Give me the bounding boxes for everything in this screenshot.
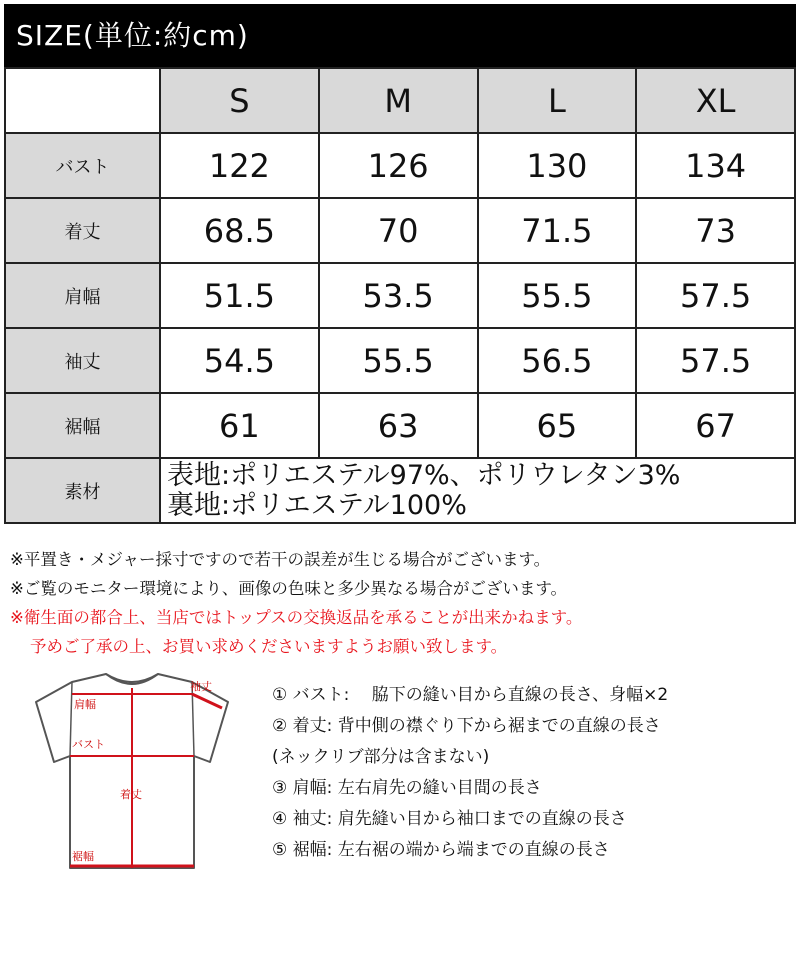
sleeve-label: 袖丈 bbox=[190, 680, 212, 693]
list-item: ④ 袖丈: 肩先縫い目から袖口までの直線の長さ bbox=[272, 809, 627, 829]
row-header-hem: 裾幅 bbox=[5, 393, 160, 458]
table-row bbox=[5, 198, 795, 263]
list-item: ⑤ 裾幅: 左右裾の端から端までの直線の長さ bbox=[272, 840, 610, 860]
material-cell bbox=[160, 458, 795, 523]
note-no-returns: ※衛生面の都合上、当店ではトップスの交換返品を承ることが出来かねます。 bbox=[10, 608, 583, 627]
length-label: 着丈 bbox=[120, 788, 142, 801]
table-row bbox=[5, 133, 795, 198]
row-header-bust: バスト bbox=[5, 133, 160, 198]
list-item: ② 着丈: 背中側の襟ぐり下から裾までの直線の長さ bbox=[272, 716, 661, 736]
list-item: ③ 肩幅: 左右肩先の縫い目間の長さ bbox=[272, 778, 542, 798]
column-header-l: L bbox=[478, 68, 637, 133]
shoulder-label: 肩幅 bbox=[74, 698, 96, 711]
note-acknowledge: 予めご了承の上、お買い求めくださいますようお願い致します。 bbox=[30, 637, 508, 656]
hem-label: 裾幅 bbox=[72, 850, 94, 863]
table-cell: 55.5 bbox=[478, 263, 637, 328]
table-cell: 53.5 bbox=[319, 263, 478, 328]
column-header-m: M bbox=[319, 68, 478, 133]
table-cell: 61 bbox=[160, 393, 319, 458]
row-header-material: 素材 bbox=[5, 458, 160, 523]
table-cell: 130 bbox=[478, 133, 637, 198]
tshirt-measurement-diagram bbox=[14, 672, 254, 882]
table-cell: 122 bbox=[160, 133, 319, 198]
table-cell: 70 bbox=[319, 198, 478, 263]
size-title-bar bbox=[4, 4, 796, 67]
row-header-length: 着丈 bbox=[5, 198, 160, 263]
table-cell: 54.5 bbox=[160, 328, 319, 393]
list-item: ① バスト: 脇下の縫い目から直線の長さ、身幅×2 bbox=[272, 685, 669, 705]
table-cell: 73 bbox=[636, 198, 795, 263]
table-cell: 57.5 bbox=[636, 328, 795, 393]
row-header-sleeve: 袖丈 bbox=[5, 328, 160, 393]
size-title: SIZE(単位:約cm) bbox=[16, 19, 249, 52]
material-lining: 裏地:ポリエステル100% bbox=[167, 489, 467, 521]
row-header-shoulder: 肩幅 bbox=[5, 263, 160, 328]
size-table bbox=[4, 67, 796, 524]
table-row bbox=[5, 328, 795, 393]
table-cell: 57.5 bbox=[636, 263, 795, 328]
bust-label: バスト bbox=[72, 738, 105, 751]
table-header-row bbox=[5, 68, 795, 133]
table-cell: 65 bbox=[478, 393, 637, 458]
note-measurement-error: ※平置き・メジャー採寸ですので若干の誤差が生じる場合がございます。 bbox=[10, 550, 551, 569]
column-header-s: S bbox=[160, 68, 319, 133]
table-cell: 71.5 bbox=[478, 198, 637, 263]
material-row bbox=[5, 458, 795, 523]
tshirt-diagram-svg bbox=[14, 672, 254, 882]
table-cell: 67 bbox=[636, 393, 795, 458]
note-monitor-color: ※ご覧のモニター環境により、画像の色味と多少異なる場合がございます。 bbox=[10, 579, 568, 598]
notes bbox=[10, 545, 790, 661]
measurement-definitions bbox=[272, 680, 792, 866]
table-cell: 68.5 bbox=[160, 198, 319, 263]
table-row bbox=[5, 263, 795, 328]
table-cell: 55.5 bbox=[319, 328, 478, 393]
list-item: (ネックリブ部分は含まない) bbox=[272, 747, 490, 767]
column-header-xl: XL bbox=[636, 68, 795, 133]
table-corner-cell bbox=[5, 68, 160, 133]
table-cell: 134 bbox=[636, 133, 795, 198]
table-cell: 56.5 bbox=[478, 328, 637, 393]
table-row bbox=[5, 393, 795, 458]
material-outer: 表地:ポリエステル97%、ポリウレタン3% bbox=[167, 459, 681, 491]
table-cell: 126 bbox=[319, 133, 478, 198]
table-cell: 51.5 bbox=[160, 263, 319, 328]
table-cell: 63 bbox=[319, 393, 478, 458]
